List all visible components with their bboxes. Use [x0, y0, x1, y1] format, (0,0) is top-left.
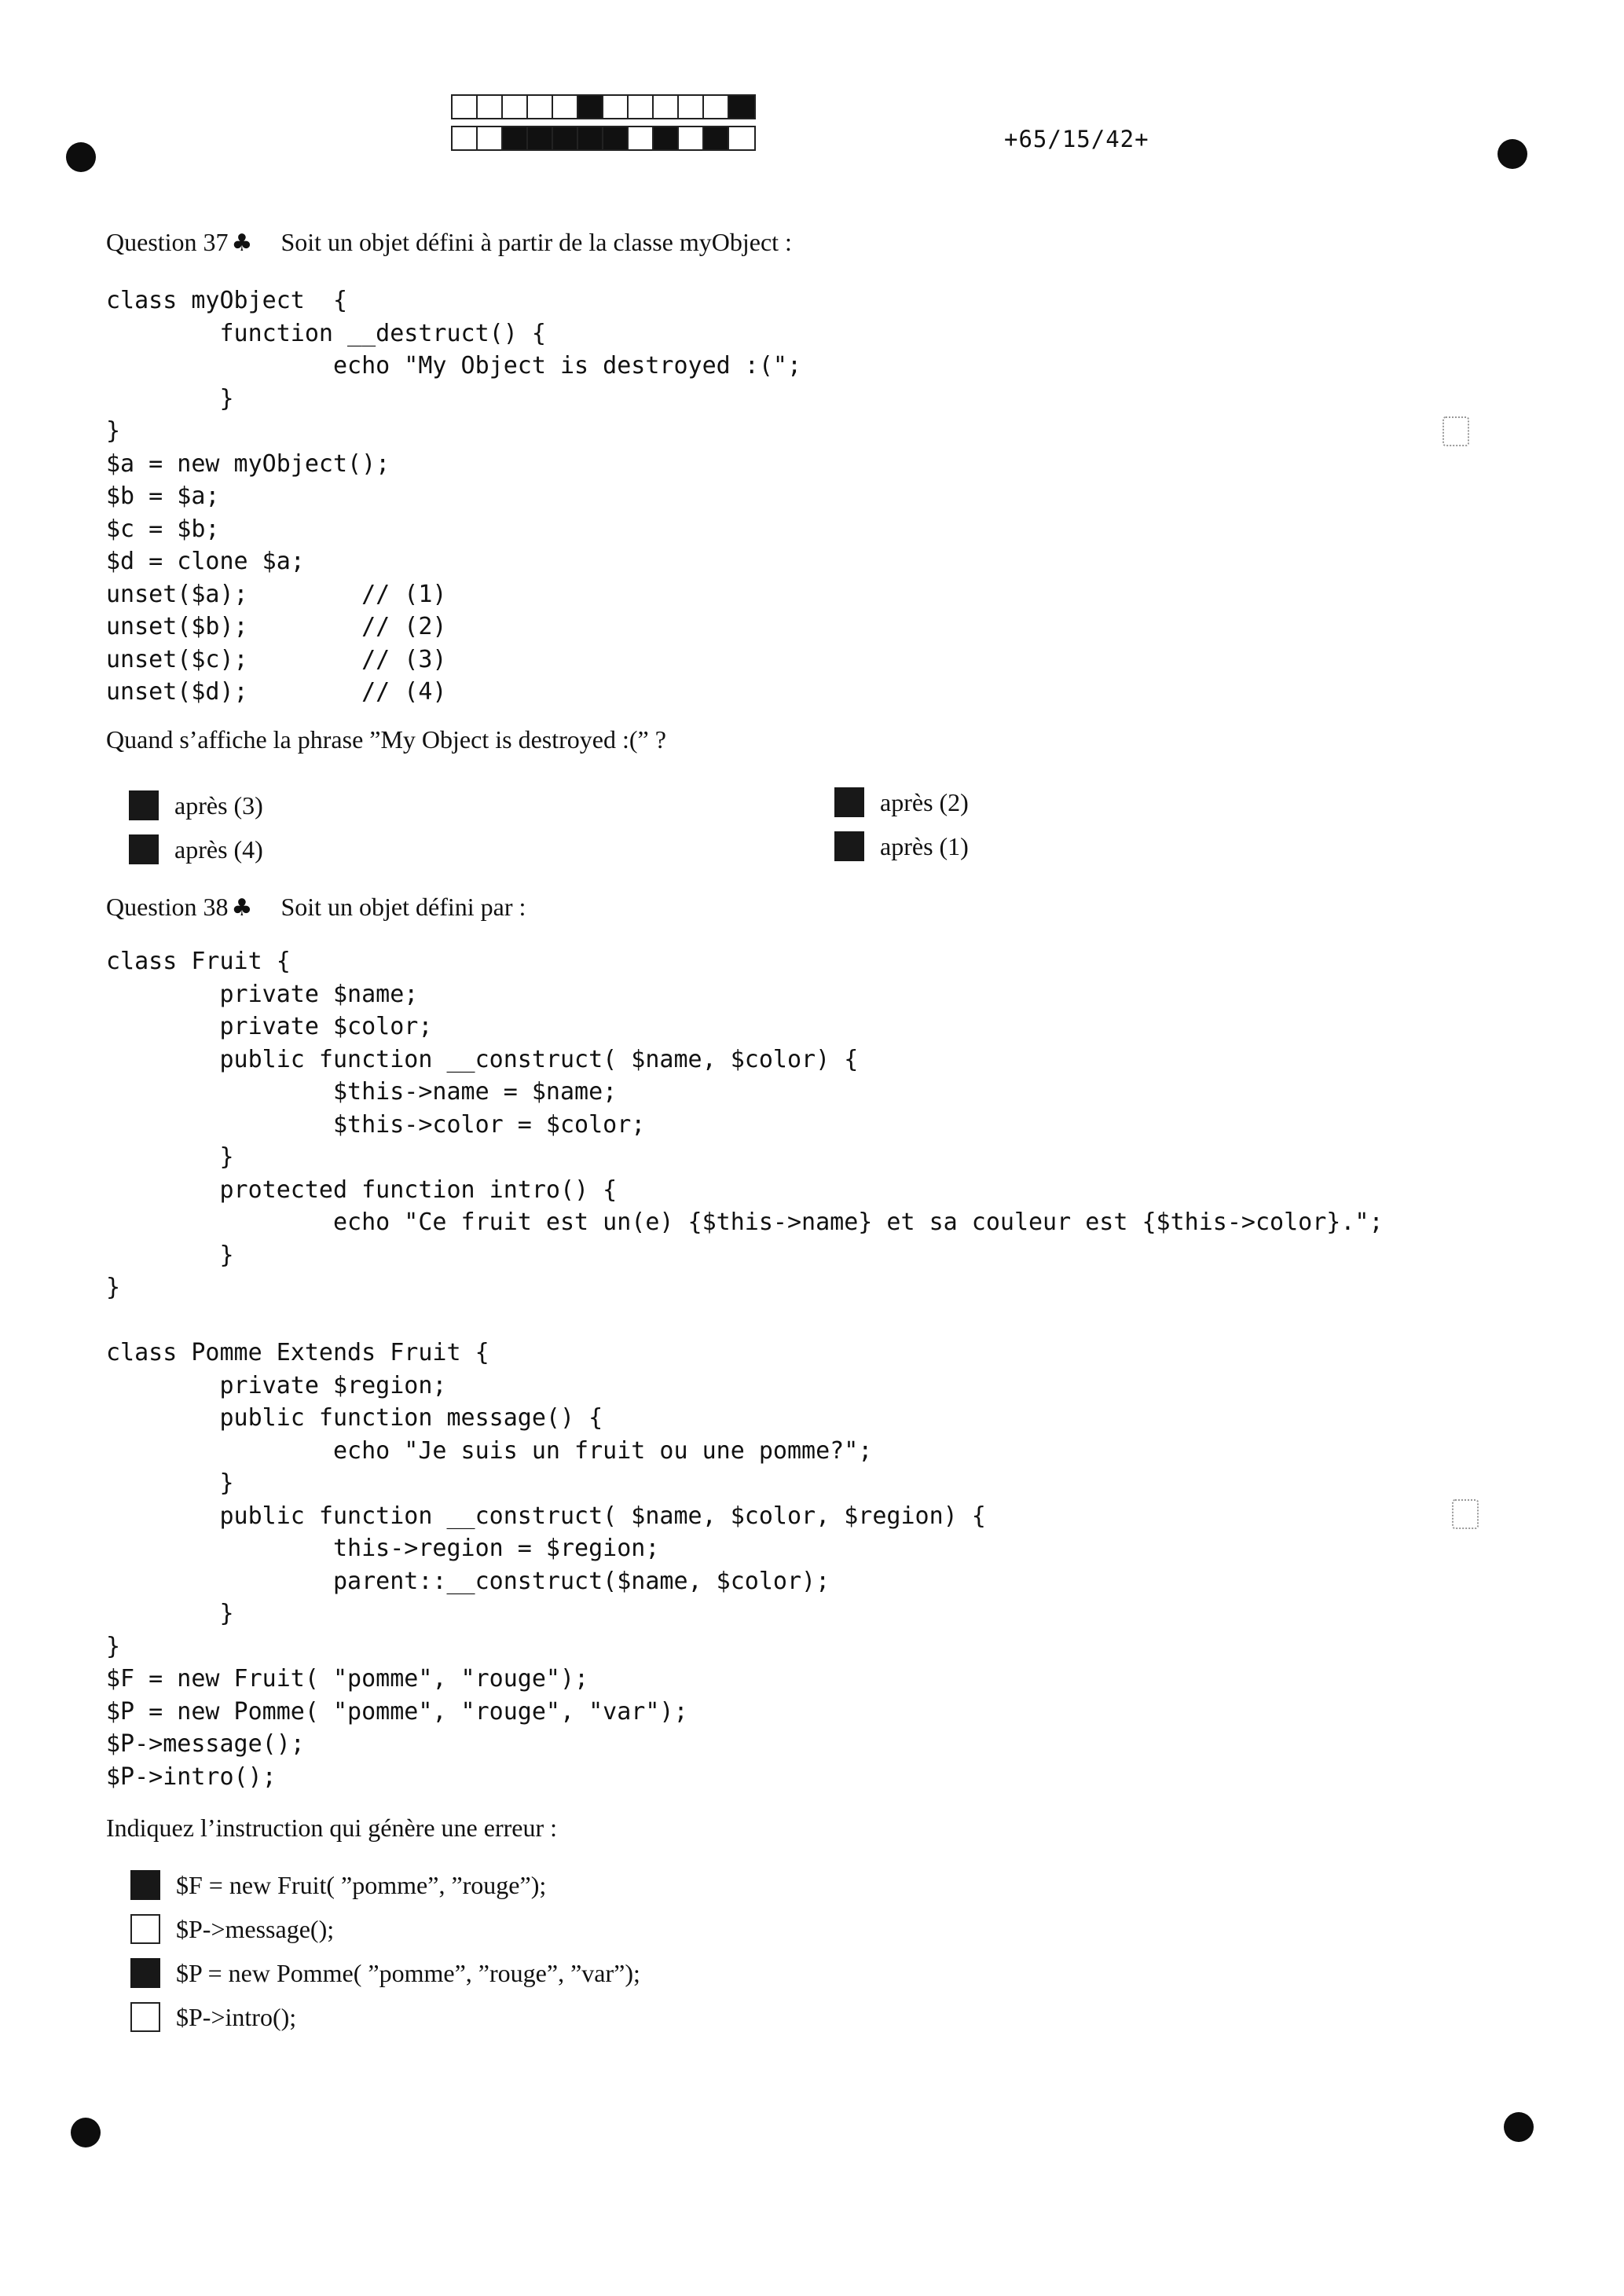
- q37-answer-d[interactable]: [834, 831, 969, 861]
- q37-answer-c-checkbox[interactable]: [834, 787, 864, 817]
- q37-answer-d-checkbox[interactable]: [834, 831, 864, 861]
- barcode-cell: [478, 127, 503, 149]
- q37-answer-a-checkbox[interactable]: [129, 790, 159, 820]
- barcode-row-1: [451, 94, 756, 119]
- barcode-cell: [679, 96, 704, 118]
- barcode-cell: [528, 96, 553, 118]
- barcode-cell: [578, 96, 603, 118]
- scan-artifact: [1452, 1499, 1479, 1529]
- barcode-cell: [503, 127, 528, 149]
- q38-answer-d-checkbox[interactable]: [130, 2002, 160, 2032]
- barcode-cell: [629, 96, 654, 118]
- registration-mark-top-right: [1498, 139, 1527, 169]
- barcode-cell: [654, 127, 679, 149]
- question-37-header: [106, 228, 792, 257]
- barcode-cell: [453, 96, 478, 118]
- registration-mark-top-left: [66, 142, 96, 172]
- q37-answer-b[interactable]: [129, 834, 263, 864]
- barcode-cell: [679, 127, 704, 149]
- q37-answer-c-label: après (2): [880, 787, 969, 816]
- question-38-prompt: Indiquez l’instruction qui génère une erreur :: [106, 1814, 557, 1842]
- barcode-cell: [729, 96, 754, 118]
- barcode-cell: [654, 96, 679, 118]
- q37-answer-a[interactable]: [129, 790, 263, 820]
- q38-answer-b[interactable]: [130, 1914, 334, 1944]
- page-identifier: +65/15/42+: [1004, 126, 1149, 152]
- barcode-cell: [629, 127, 654, 149]
- q38-answer-b-label: $P->message();: [176, 1914, 335, 1943]
- barcode-cell: [553, 96, 578, 118]
- question-38-header: [106, 893, 526, 922]
- question-37-text: Soit un objet défini à partir de la classe myObject :: [280, 228, 792, 256]
- barcode-cell: [528, 127, 553, 149]
- barcode-cell: [503, 96, 528, 118]
- q37-answer-b-label: après (4): [174, 834, 263, 864]
- q38-answer-a[interactable]: [130, 1870, 546, 1900]
- barcode-row-2: [451, 126, 756, 151]
- q38-answer-d[interactable]: [130, 2002, 296, 2032]
- barcode-cell: [729, 127, 754, 149]
- scan-artifact: [1443, 416, 1469, 446]
- q38-answer-d-label: $P->intro();: [176, 2002, 297, 2031]
- question-37-code: class myObject { function __destruct() { echo "My Object is destroyed :("; } } $a = new myObject(); $b = $a; $c = $b; $d = clone $a; unset($a); // (1) unset($b); // (2) unset($c); // (3) unset($d); // (4): [106, 287, 802, 706]
- question-37-label: Question 37: [106, 228, 229, 256]
- q37-answer-d-label: après (1): [880, 831, 969, 860]
- barcode-cell: [578, 127, 603, 149]
- barcode-cell: [704, 96, 729, 118]
- registration-mark-bottom-right: [1504, 2112, 1534, 2142]
- club-icon: ♣: [231, 229, 253, 257]
- barcode-cell: [603, 96, 629, 118]
- q38-answer-c-checkbox[interactable]: [130, 1958, 160, 1988]
- q38-answer-c-label: $P = new Pomme( ”pomme”, ”rouge”, ”var”);: [176, 1958, 640, 1987]
- barcode-cell: [453, 127, 478, 149]
- question-38-code: class Fruit { private $name; private $color; public function __construct( $name, $color) { $this->name = $name; $this->color = $color; } protected function intro() { echo "Ce fruit est un(e) {$this->name} et sa couleur est {$this->color}."; } } class Pomme Extends Fruit { private $region; public function message() { echo "Je suis un fruit ou une pomme?"; } public function __construct( $name, $color, $region) { this->region = $region; parent::__construct($name, $color); } } $F = new Fruit( "pomme", "rouge"); $P = new Pomme( "pomme", "rouge", "var"); $P->message(); $P->intro();: [106, 948, 1384, 1791]
- barcode-cell: [603, 127, 629, 149]
- q38-answer-a-label: $F = new Fruit( ”pomme”, ”rouge”);: [176, 1870, 547, 1899]
- q38-answer-b-checkbox[interactable]: [130, 1914, 160, 1944]
- registration-mark-bottom-left: [71, 2118, 101, 2147]
- question-38-label: Question 38: [106, 893, 229, 921]
- barcode-cell: [704, 127, 729, 149]
- q38-answer-c[interactable]: [130, 1958, 640, 1988]
- q37-answer-c[interactable]: [834, 787, 969, 817]
- q37-answer-a-label: après (3): [174, 790, 263, 820]
- barcode-cell: [553, 127, 578, 149]
- question-37-prompt: Quand s’affiche la phrase ”My Object is destroyed :(” ?: [106, 725, 666, 754]
- q38-answer-a-checkbox[interactable]: [130, 1870, 160, 1900]
- barcode-cell: [478, 96, 503, 118]
- q37-answer-b-checkbox[interactable]: [129, 834, 159, 864]
- question-38-text: Soit un objet défini par :: [280, 893, 526, 921]
- club-icon: ♣: [231, 894, 253, 922]
